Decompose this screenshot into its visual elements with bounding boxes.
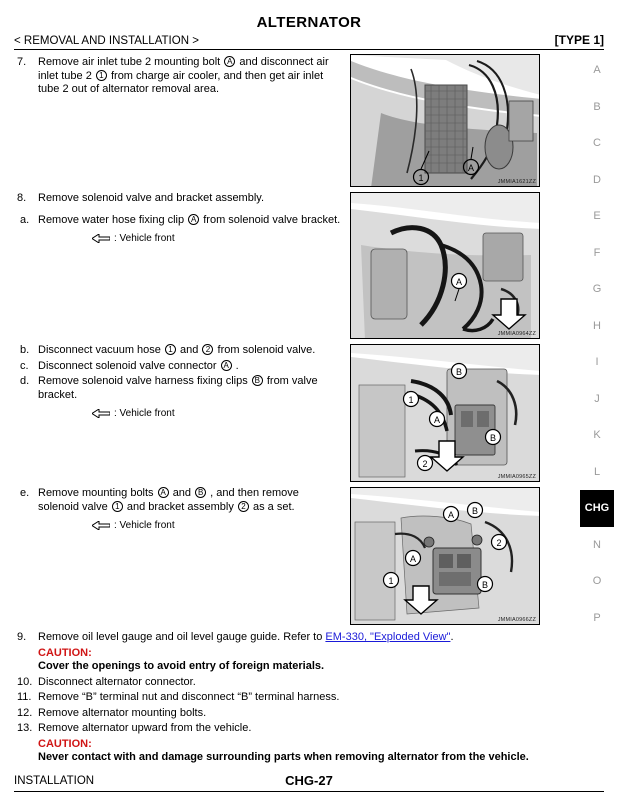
vehicle-front-arrow-icon: [92, 234, 110, 243]
step-7-text-part4: from charge air cooler, and then get air inlet tube 2 out: [38, 69, 324, 95]
tab-j[interactable]: J: [594, 392, 600, 405]
svg-text:B: B: [471, 506, 479, 516]
svg-text:B: B: [489, 433, 497, 443]
step-b-number: b.: [20, 344, 30, 356]
svg-text:A: A: [467, 163, 475, 173]
figure-4-code: JMMIA0966ZZ: [497, 617, 536, 623]
step-7-text-part2: and disconnect air inlet: [38, 56, 329, 82]
step-13-caution: [12, 738, 568, 765]
step-c-text-part1: Disconnect solenoid valve connector: [38, 359, 217, 372]
step-c-text: [38, 360, 342, 374]
section-tab-rail: [580, 52, 614, 636]
step-d-text: [38, 375, 342, 402]
step-12: [12, 707, 568, 721]
step-12-text: Remove alternator mounting bolts.: [38, 706, 207, 719]
tab-k[interactable]: K: [593, 429, 601, 442]
link-em-330-exploded-view[interactable]: EM-330, "Exploded View": [325, 631, 451, 643]
svg-text:1: 1: [418, 173, 424, 183]
spacer: [12, 738, 38, 765]
figure-water-hose-clip: [350, 192, 540, 339]
step-d-text-part2: from: [266, 375, 289, 387]
svg-text:A: A: [455, 277, 463, 287]
step-9: [12, 631, 568, 645]
step-c-text-part2: .: [235, 359, 239, 372]
vehicle-front-arrow-icon: [92, 409, 110, 418]
step-7-block: [12, 56, 568, 192]
callout-b-icon: B: [252, 375, 263, 386]
figure-2-illustration: [351, 193, 540, 339]
installation-heading: INSTALLATION: [14, 774, 95, 787]
step-a-text: [38, 214, 342, 228]
step-a-text-part1: Remove water hose fixing clip: [38, 213, 185, 226]
step-7-number: 7.: [17, 56, 27, 68]
step-8-block: [12, 192, 568, 344]
figure-4-illustration: [351, 488, 540, 625]
step-10-text: Disconnect alternator connector.: [38, 675, 196, 688]
type-label: [TYPE 1]: [554, 33, 604, 47]
step-b-text-part1: Disconnect vacuum hose: [38, 344, 161, 356]
step-b-text: [38, 344, 342, 358]
step-e-text-part1: Remove mounting bolts: [38, 487, 154, 499]
step-bcd-block: [12, 344, 568, 487]
svg-text:B: B: [481, 580, 489, 590]
svg-text:2: 2: [422, 459, 428, 469]
step-e-number: e.: [20, 487, 30, 499]
step-7-text-part5: of alternator removal area.: [90, 83, 220, 95]
step-8-text: Remove solenoid valve and bracket assembly.: [38, 192, 265, 204]
section-label: < REMOVAL AND INSTALLATION >: [14, 35, 199, 47]
vehicle-front-label: : Vehicle front: [114, 408, 175, 419]
vehicle-front-arrow-icon: [92, 521, 110, 530]
step-8: [12, 192, 342, 206]
caution-text: Cover the openings to avoid entry of foreign materials.: [38, 660, 325, 672]
step-9-text-part2: .: [450, 631, 454, 643]
step-b: [12, 344, 342, 358]
step-8-number: 8.: [17, 192, 27, 204]
step-11: [12, 691, 568, 705]
tab-a[interactable]: A: [593, 64, 601, 77]
step-7-text-part3: tube 2: [61, 69, 92, 82]
figure-1-code: JMMIA1621ZZ: [497, 179, 536, 185]
step-e-text: [38, 487, 342, 514]
step-a-text-part2: from solenoid valve bracket.: [203, 213, 341, 226]
step-c-number: c.: [20, 359, 29, 372]
header-row: [14, 33, 604, 50]
tab-o[interactable]: O: [592, 575, 602, 588]
step-13: [12, 722, 568, 736]
step-d: [12, 375, 342, 402]
spacer: [12, 647, 38, 674]
tab-l[interactable]: L: [593, 465, 601, 478]
figure-air-inlet-tube: [350, 54, 540, 187]
tab-g[interactable]: G: [592, 283, 602, 296]
step-11-number: 11.: [17, 691, 32, 703]
step-e: [12, 487, 342, 514]
tab-b[interactable]: B: [593, 100, 601, 113]
step-e-text-part6: as a set.: [252, 500, 295, 513]
step-13-text: Remove alternator upward from the vehicle.: [38, 722, 252, 734]
callout-a-icon: A: [188, 214, 199, 225]
callout-a-icon: A: [224, 56, 235, 67]
caution-text: Never contact with and damage surrounding parts when removing alternator from the vehicle.: [38, 751, 529, 763]
callout-2-icon: 2: [238, 501, 249, 512]
tab-d[interactable]: D: [593, 173, 601, 186]
footer-divider: [14, 791, 604, 792]
caution-label: CAUTION:: [38, 646, 92, 659]
step-12-number: 12.: [17, 706, 33, 719]
svg-text:A: A: [447, 510, 455, 520]
callout-2-icon: 2: [202, 344, 213, 355]
callout-a-icon: A: [158, 487, 169, 498]
tab-i[interactable]: I: [595, 356, 599, 369]
svg-text:A: A: [433, 415, 441, 425]
figure-1-illustration: [351, 55, 540, 187]
figure-3-illustration: [351, 345, 540, 482]
figure-3-code: JMMIA0965ZZ: [497, 474, 536, 480]
step-e-block: [12, 487, 568, 629]
caution-label: CAUTION:: [38, 737, 92, 750]
step-7: [12, 56, 342, 97]
step-13-number: 13.: [17, 722, 33, 734]
svg-text:1: 1: [388, 576, 394, 586]
step-9-caution-wrap: [38, 647, 568, 674]
step-b-text-part3: from solenoid valve.: [217, 344, 316, 356]
callout-1-icon: 1: [112, 501, 123, 512]
tab-e[interactable]: E: [593, 210, 601, 223]
svg-text:1: 1: [408, 395, 414, 405]
svg-text:2: 2: [496, 538, 502, 548]
step-d-text-part3: valve bracket.: [38, 375, 318, 401]
svg-text:B: B: [455, 367, 463, 377]
step-d-text-part1: Remove solenoid valve harness fixing clips: [38, 375, 248, 387]
step-10-number: 10.: [17, 675, 33, 688]
step-11-text: Remove “B” terminal nut and disconnect “B” terminal harness.: [38, 691, 340, 703]
step-d-number: d.: [20, 375, 30, 387]
tab-h[interactable]: H: [593, 319, 601, 332]
step-b-text-part2: and: [180, 344, 199, 356]
step-e-text-part2: and: [172, 487, 192, 499]
step-9-text: [38, 631, 568, 645]
figure-vacuum-hose: [350, 344, 540, 482]
page-number: CHG-27: [285, 773, 333, 788]
document-body: [12, 56, 568, 787]
step-a-number: a.: [20, 213, 30, 226]
callout-1-icon: 1: [96, 70, 107, 81]
step-10: [12, 676, 568, 690]
tab-chg[interactable]: CHG: [580, 490, 614, 527]
step-9-text-part1: Remove oil level gauge and oil level gauge guide. Refer to: [38, 631, 323, 643]
step-e-text-part5: and bracket assembly: [126, 500, 234, 513]
tab-n[interactable]: N: [593, 538, 601, 551]
tab-c[interactable]: C: [593, 137, 601, 150]
callout-1-icon: 1: [165, 344, 176, 355]
step-7-text: [38, 56, 342, 97]
step-a: [12, 214, 342, 228]
step-9-number: 9.: [17, 631, 27, 643]
callout-b-icon: B: [195, 487, 206, 498]
step-13-caution-wrap: [38, 738, 568, 765]
vehicle-front-label: : Vehicle front: [114, 233, 175, 244]
steps-9-13: [12, 631, 568, 765]
step-7-text-part1: Remove air inlet tube 2 mounting bolt: [38, 56, 221, 68]
step-e-text-part4: valve: [82, 500, 108, 513]
vehicle-front-label: : Vehicle front: [114, 520, 175, 531]
callout-a-icon: A: [221, 360, 232, 371]
tab-f[interactable]: F: [593, 246, 601, 259]
figure-mounting-bolts: [350, 487, 540, 625]
step-e-text-part3: , and then remove solenoid: [38, 487, 299, 513]
step-9-caution: [12, 647, 568, 674]
tab-p[interactable]: P: [593, 611, 601, 624]
svg-text:A: A: [409, 554, 417, 564]
figure-2-code: JMMIA0964ZZ: [497, 331, 536, 337]
step-c: [12, 360, 342, 374]
page-title: ALTERNATOR: [256, 14, 362, 31]
